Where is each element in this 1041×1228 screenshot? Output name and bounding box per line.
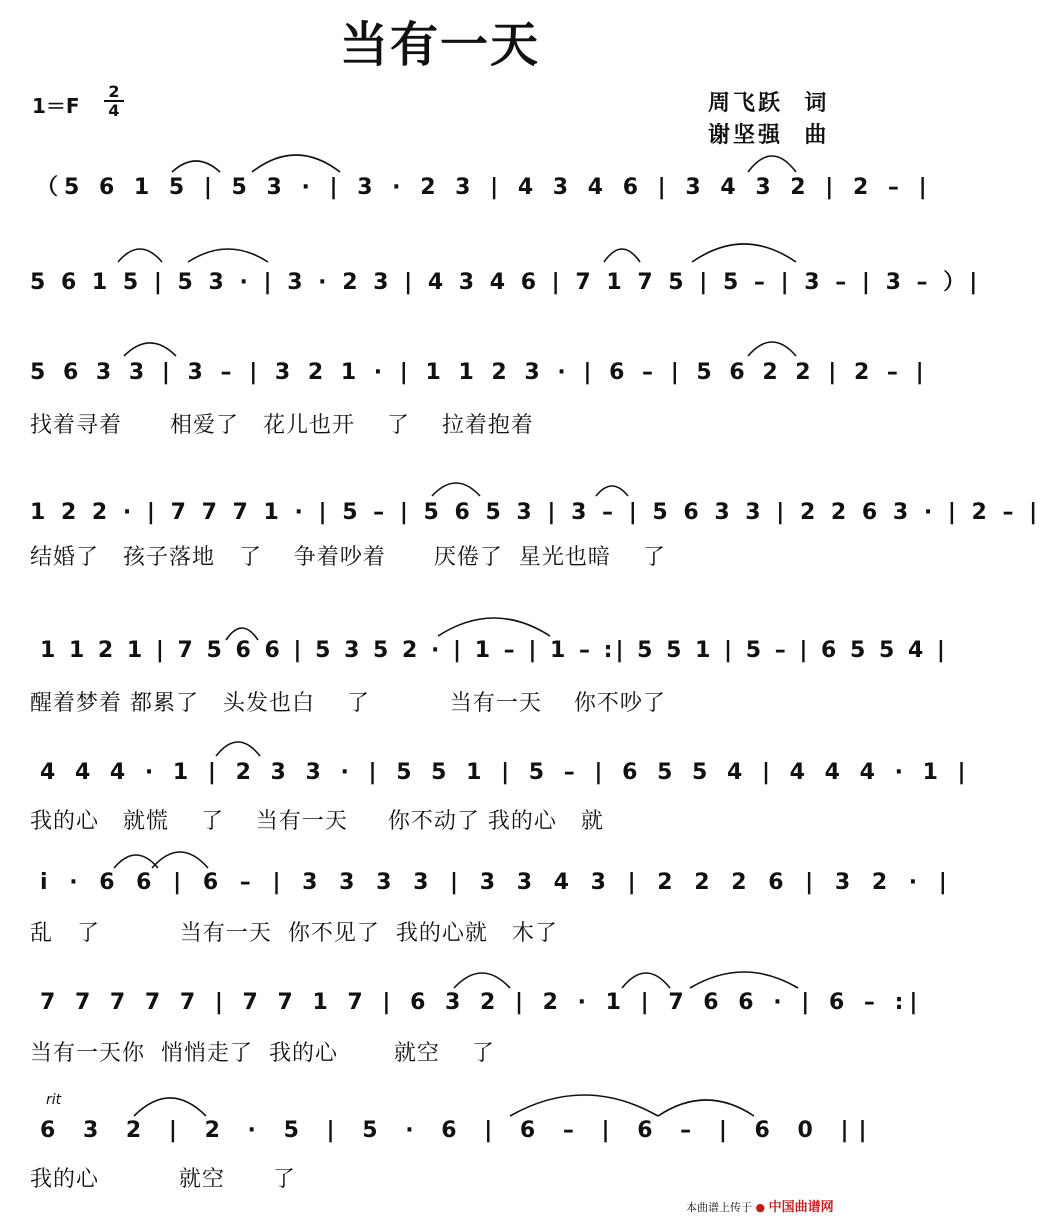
time-signature-bottom: 4 xyxy=(108,101,120,120)
time-signature-top: 2 xyxy=(108,82,120,101)
footer-text: 本曲谱上传于 xyxy=(686,1201,752,1214)
score-row-1 xyxy=(0,170,933,280)
row-4-lyrics: 结婚了 孩子落地 了 争着吵着 厌倦了 星光也暗 了 xyxy=(30,545,666,570)
slur xyxy=(432,483,480,496)
row-2-notation: 5 6 1 5 | 5 3 · | 3 · 2 3 | 4 3 4 6 | 7 1 7 5 | 5 – | 3 – | 3 – ）| xyxy=(30,270,982,295)
row-1-notation: （5 6 1 5 | 5 3 · | 3 · 2 3 | 4 3 4 6 | 3 4 3 2 | 2 – | xyxy=(36,175,933,200)
score-row-5 xyxy=(0,638,948,748)
score-row-6 xyxy=(0,760,972,870)
slur xyxy=(134,1098,206,1116)
lyricist-credit: 周飞跃 词 xyxy=(708,91,830,116)
row-9-notation: 6 3 2 | 2 · 5 | 5 · 6 | 6 – | 6 – | 6 0 || xyxy=(40,1118,877,1143)
row-5-lyrics: 醒着梦着 都累了 头发也白 了 当有一天 你不吵了 xyxy=(30,691,666,716)
score-row-4 xyxy=(0,500,1041,610)
score-row-2 xyxy=(0,265,982,375)
score-row-8 xyxy=(0,990,924,1100)
row-3-lyrics: 找着寻着 相爱了 花儿也开 了 拉着抱着 xyxy=(30,413,534,438)
row-8-notation: 7 7 7 7 7 | 7 7 1 7 | 6 3 2 | 2 · 1 | 7 6 6 · | 6 – :| xyxy=(40,990,924,1015)
slur xyxy=(658,1100,754,1116)
footer-credit xyxy=(686,1196,834,1215)
footer-logo-icon: ● xyxy=(755,1201,766,1214)
footer-brand: 中国曲谱网 xyxy=(768,1200,834,1215)
row-6-notation: 4 4 4 · 1 | 2 3 3 · | 5 5 1 | 5 – | 6 5 5 4 | 4 4 4 · 1 | xyxy=(40,760,972,785)
page-title: 当有一天 xyxy=(339,17,540,73)
row-8-lyrics: 当有一天你 悄悄走了 我的心 就空 了 xyxy=(30,1041,495,1066)
slur xyxy=(596,486,628,496)
row-7-lyrics: 乱 了 当有一天 你不见了 我的心就 木了 xyxy=(30,921,558,946)
row-4-notation: 1 2 2 · | 7 7 7 1 · | 5 – | 5 6 5 3 | 3 – | 5 6 3 3 | 2 2 6 3 · | 2 – | xyxy=(30,500,1041,525)
row-3-notation: 5 6 3 3 | 3 – | 3 2 1 · | 1 1 2 3 · | 6 – | 5 6 2 2 | 2 – | xyxy=(30,360,929,385)
composer-credit: 谢坚强 曲 xyxy=(708,123,830,148)
row-7-notation: i · 6 6 | 6 – | 3 3 3 3 | 3 3 4 3 | 2 2 2 6 | 3 2 · | xyxy=(40,870,954,895)
time-signature xyxy=(104,84,124,118)
score-row-7 xyxy=(0,870,954,980)
row-5-notation: 1 1 2 1 | 7 5 6 6 | 5 3 5 2 · | 1 – | 1 – :| 5 5 1 | 5 – | 6 5 5 4 | xyxy=(40,638,948,663)
row-6-lyrics: 我的心 就慌 了 当有一天 你不动了 我的心 就 xyxy=(30,809,604,834)
slur xyxy=(438,618,550,636)
score-row-3 xyxy=(0,360,929,470)
key-signature: 1＝F xyxy=(32,94,80,118)
row-9-lyrics: 我的心 就空 了 xyxy=(30,1167,296,1192)
tempo-marking: rit xyxy=(46,1092,62,1108)
